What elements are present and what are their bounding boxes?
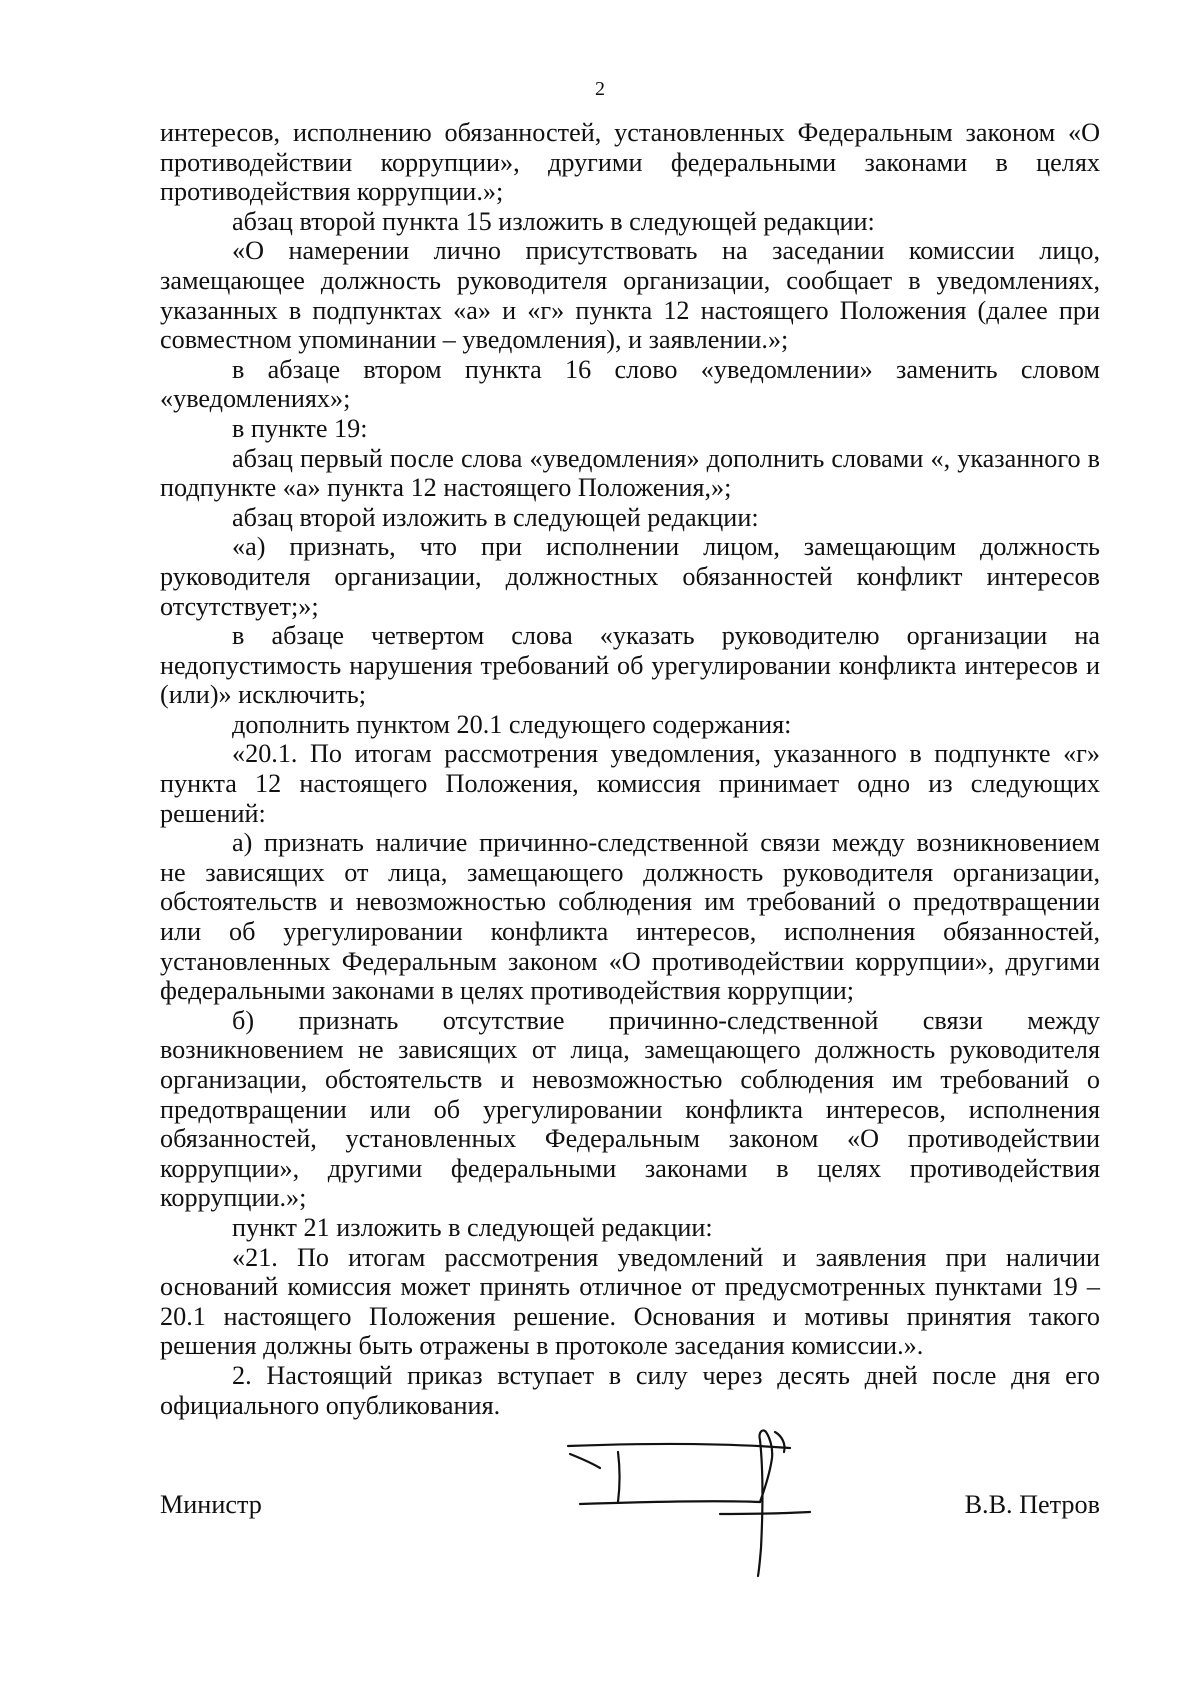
document-body	[160, 118, 1100, 1420]
paragraph: в абзаце четвертом слова «указать руководителю организации на недопустимость нарушения требований об урегулировании конфликта интересов и (или)» исключить;	[160, 621, 1100, 710]
paragraph: пункт 21 изложить в следующей редакции:	[232, 1212, 713, 1242]
paragraph: в абзаце втором пункта 16 слово «уведомлении» заменить словом «уведомлениях»;	[160, 354, 1100, 414]
paragraph: в пункте 19:	[232, 413, 368, 443]
paragraph: абзац второй пункта 15 изложить в следующей редакции:	[232, 206, 875, 236]
paragraph: «21. По итогам рассмотрения уведомлений и заявления при наличии оснований комиссия может принять отличное от предусмотренных пунктами 19 – 20.1 настоящего Положения решение. Основания и мотивы принятия такого решения должны быть отражены в протоколе заседания комиссии.».	[160, 1242, 1100, 1361]
handwritten-signature	[560, 1428, 850, 1578]
paragraph: абзац первый после слова «уведомления» дополнить словами «, указанного в подпункте «а» пункта 12 настоящего Положения,»;	[160, 443, 1100, 503]
paragraph: а) признать наличие причинно-следственной связи между возникновением не зависящих от лица, замещающего должность руководителя организации, обстоятельств и невозможностью соблюдения им требований о предотвращении или об урегулировании конфликта интересов, исполнения обязанностей, установленных Федеральным законом «О противодействии коррупции», другими федеральными законами в целях противодействия коррупции;	[160, 828, 1100, 1006]
paragraph: дополнить пунктом 20.1 следующего содержания:	[232, 709, 792, 739]
paragraph-continuation: интересов, исполнению обязанностей, установленных Федеральным законом «О противодействии коррупции», другими федеральными законами в целях противодействия коррупции.»;	[160, 118, 1100, 207]
signatory-title: Министр	[160, 1490, 262, 1519]
signatory-name: В.В. Петров	[964, 1490, 1100, 1519]
paragraph: «а) признать, что при исполнении лицом, замещающим должность руководителя организации, должностных обязанностей конфликт интересов отсутствует;»;	[160, 532, 1100, 621]
paragraph: «20.1. По итогам рассмотрения уведомления, указанного в подпункте «г» пункта 12 настоящего Положения, комиссия принимает одно из следующих решений:	[160, 739, 1100, 828]
paragraph: «О намерении лично присутствовать на заседании комиссии лицо, замещающее должность руководителя организации, сообщает в уведомлениях, указанных в подпунктах «а» и «г» пункта 12 настоящего Положения (далее при совместном упоминании – уведомления), и заявлении.»;	[160, 236, 1100, 355]
paragraph: 2. Настоящий приказ вступает в силу через десять дней после дня его официального опубликования.	[160, 1360, 1100, 1420]
paragraph: б) признать отсутствие причинно-следственной связи между возникновением не зависящих от лица, замещающего должность руководителя организации, обстоятельств и невозможностью соблюдения им требований о предотвращении или об урегулировании конфликта интересов, исполнения обязанностей, установленных Федеральным законом «О противодействии коррупции», другими федеральными законами в целях противодействия коррупции.»;	[160, 1005, 1100, 1213]
page-number: 2	[595, 78, 605, 100]
paragraph: абзац второй изложить в следующей редакции:	[232, 502, 759, 532]
